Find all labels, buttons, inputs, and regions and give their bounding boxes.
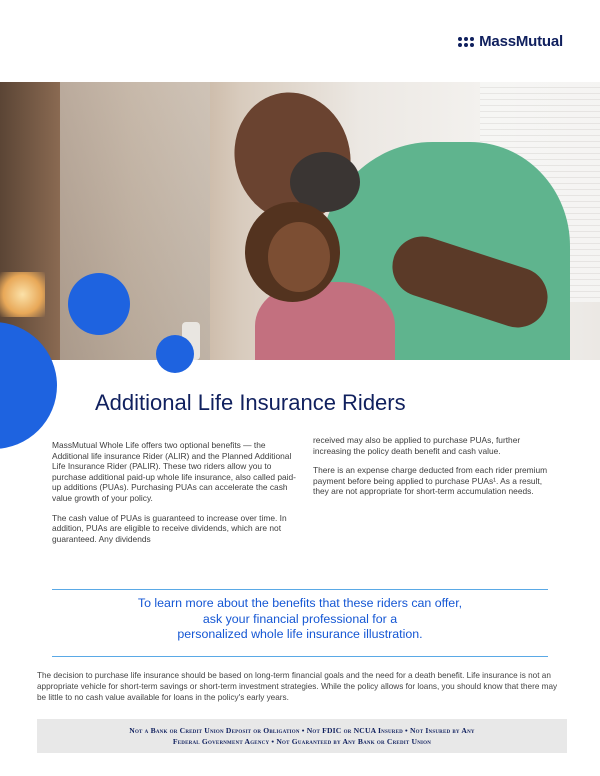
call-to-action xyxy=(52,596,548,643)
logo-dots-icon xyxy=(458,37,474,47)
regulatory-banner xyxy=(37,719,567,753)
body-column-right xyxy=(313,435,553,506)
cta-line: personalized whole life insurance illustration. xyxy=(177,627,423,641)
cta-line: ask your financial professional for a xyxy=(202,611,398,626)
divider xyxy=(52,656,548,657)
body-paragraph: There is an expense charge deducted from each rider premium payment before being applied to purchase PUAs¹. As a result, they are not appropriate for short-term accumulation needs. xyxy=(313,465,548,497)
banner-line: Not a Bank or Credit Union Deposit or Obligation • Not FDIC or NCUA Insured • Not Insured by Any xyxy=(129,726,475,735)
body-paragraph: The cash value of PUAs is guaranteed to increase over time. In addition, PUAs are eligible to receive dividends, which are not guaranteed. Any dividends xyxy=(52,512,287,544)
divider xyxy=(52,589,548,590)
cta-line: To learn more about the benefits that these riders can offer, xyxy=(137,596,463,610)
body-column-left xyxy=(52,440,297,553)
decorative-circle-icon xyxy=(68,273,130,335)
logo-text: MassMutual xyxy=(479,33,563,50)
massmutual-logo[interactable] xyxy=(458,33,563,50)
body-paragraph: received may also be applied to purchase PUAs, further increasing the policy death benefit and cash value. xyxy=(313,435,521,456)
disclaimer-text: The decision to purchase life insurance should be based on long-term financial goals and the need for a death benefit. Life insurance is not an appropriate vehicle for short-term savings or short-term investment strategies. While the policy allows for loans, you should know that there may be little to no cash value available for loans in the policy's early years. xyxy=(37,671,558,703)
body-paragraph: MassMutual Whole Life offers two optional benefits — the Additional life insurance Rider (ALIR) and the Planned Additional Life Insurance Rider (PALIR). These two riders allow you to purchase additional paid-up whole life insurance, also called paid-up additions (PUAs). Purchasing PUAs can accelerate the cash value growth of your policy. xyxy=(52,440,296,503)
banner-line: Federal Government Agency • Not Guaranteed by Any Bank or Credit Union xyxy=(172,737,432,746)
page-title: Additional Life Insurance Riders xyxy=(95,390,406,415)
decorative-circle-icon xyxy=(156,335,194,373)
